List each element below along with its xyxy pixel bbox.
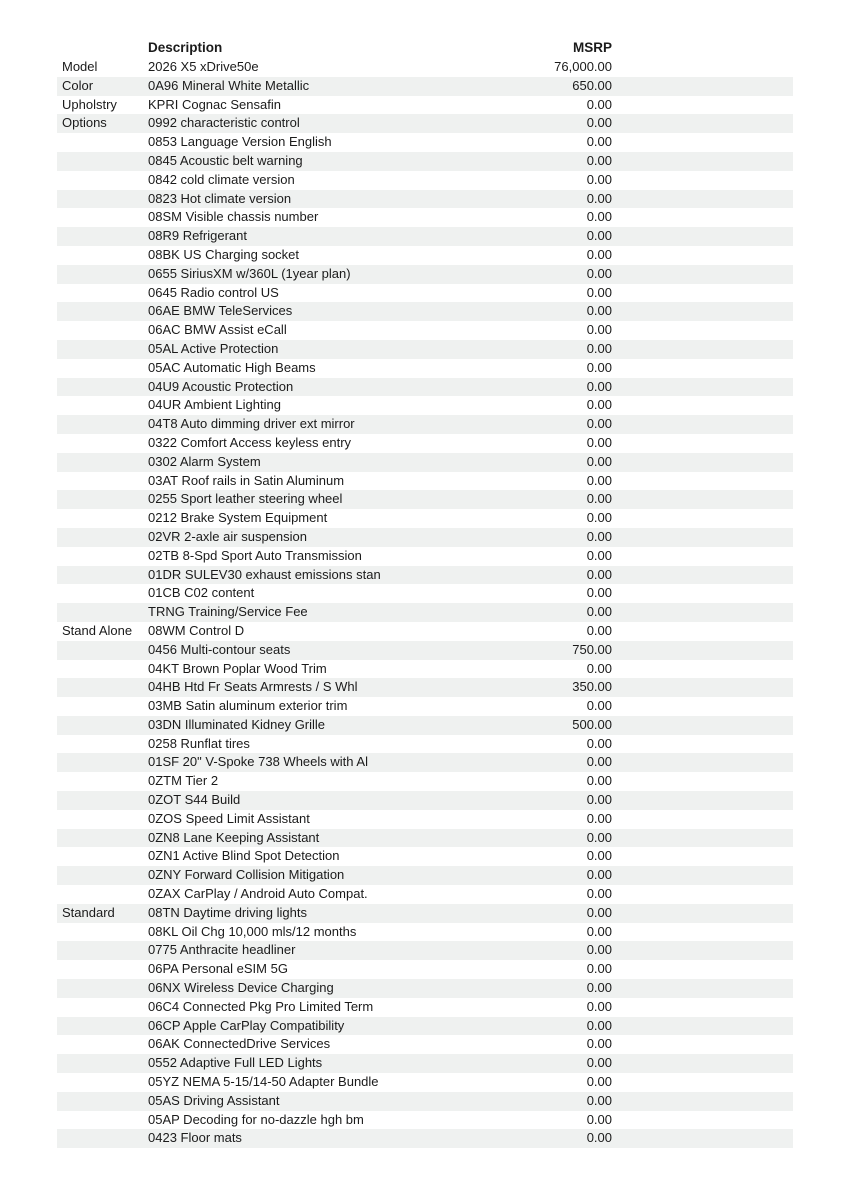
row-description: 06AE BMW TeleServices (148, 303, 293, 319)
row-category-label (57, 941, 148, 960)
row-category-label: Color (62, 77, 94, 93)
row-category-label (57, 359, 148, 378)
row-msrp-value: 0.00 (586, 810, 612, 826)
row-right-spacer (612, 509, 793, 528)
row-description: 02TB 8-Spd Sport Auto Transmission (148, 547, 362, 563)
row-right-spacer (612, 622, 793, 641)
table-row (57, 359, 793, 378)
row-right-spacer (612, 415, 793, 434)
table-row (57, 847, 793, 866)
row-description: 0258 Runflat tires (148, 735, 250, 751)
row-right-spacer (612, 678, 793, 697)
row-right-spacer (612, 829, 793, 848)
row-description: 0ZN8 Lane Keeping Assistant (148, 829, 320, 845)
row-category-label (57, 960, 148, 979)
table-row (57, 190, 793, 209)
row-msrp-value: 0.00 (586, 961, 612, 977)
row-right-spacer (612, 660, 793, 679)
row-description: 05AP Decoding for no-dazzle hgh bm (148, 1111, 364, 1127)
row-right-spacer (612, 472, 793, 491)
row-right-spacer (612, 265, 793, 284)
row-msrp-value: 0.00 (586, 1055, 612, 1071)
row-right-spacer (612, 735, 793, 754)
row-description: 08R9 Refrigerant (148, 228, 247, 244)
row-msrp-value: 650.00 (572, 77, 612, 93)
table-row (57, 791, 793, 810)
row-description: 04UR Ambient Lighting (148, 397, 281, 413)
row-category-label (57, 472, 148, 491)
table-row (57, 697, 793, 716)
row-right-spacer (612, 359, 793, 378)
row-description: 04HB Htd Fr Seats Armrests / S Whl (148, 679, 358, 695)
row-msrp-value: 0.00 (586, 171, 612, 187)
row-category-label (57, 321, 148, 340)
row-description: 0ZNY Forward Collision Mitigation (148, 867, 345, 883)
row-category-label: Upholstry (62, 96, 117, 112)
row-description: 06AK ConnectedDrive Services (148, 1036, 331, 1052)
row-right-spacer (612, 885, 793, 904)
row-right-spacer (612, 96, 793, 115)
row-category-label (57, 396, 148, 415)
row-category-label (57, 284, 148, 303)
table-row (57, 227, 793, 246)
row-right-spacer (612, 753, 793, 772)
row-category-label: Model (62, 59, 98, 74)
row-msrp-value: 0.00 (586, 453, 612, 469)
row-category-label (57, 753, 148, 772)
row-right-spacer (612, 190, 793, 209)
row-right-spacer (612, 302, 793, 321)
row-category-label (57, 735, 148, 754)
row-right-spacer (612, 528, 793, 547)
row-right-spacer (612, 998, 793, 1017)
row-description: 05YZ NEMA 5-15/14-50 Adapter Bundle (148, 1074, 379, 1090)
table-row (57, 547, 793, 566)
row-description: 05AL Active Protection (148, 340, 279, 356)
row-msrp-value: 0.00 (586, 1036, 612, 1052)
table-row (57, 753, 793, 772)
row-right-spacer (612, 284, 793, 303)
row-description: 04U9 Acoustic Protection (148, 378, 294, 394)
row-right-spacer (612, 547, 793, 566)
row-category-label (57, 1092, 148, 1111)
row-msrp-value: 0.00 (586, 1092, 612, 1108)
row-msrp-value: 0.00 (586, 303, 612, 319)
row-msrp-value: 0.00 (586, 510, 612, 526)
row-msrp-value: 0.00 (586, 998, 612, 1014)
row-msrp-value: 0.00 (586, 942, 612, 958)
table-row (57, 340, 793, 359)
row-right-spacer (612, 904, 793, 923)
row-description: 0992 characteristic control (148, 115, 300, 131)
row-msrp-value: 0.00 (586, 340, 612, 356)
row-msrp-value: 0.00 (586, 604, 612, 620)
row-msrp-value: 0.00 (586, 491, 612, 507)
row-category-label (57, 847, 148, 866)
row-description: 08BK US Charging socket (148, 246, 300, 262)
row-right-spacer (612, 979, 793, 998)
row-right-spacer (612, 1035, 793, 1054)
row-msrp-value: 0.00 (586, 416, 612, 432)
row-category-label (57, 246, 148, 265)
row-right-spacer (612, 378, 793, 397)
row-right-spacer (612, 1017, 793, 1036)
row-right-spacer (612, 453, 793, 472)
row-description: 0842 cold climate version (148, 171, 295, 187)
row-category-label (57, 152, 148, 171)
row-category-label (57, 453, 148, 472)
row-right-spacer (612, 1111, 793, 1130)
row-category-label (57, 1017, 148, 1036)
row-right-spacer (612, 1054, 793, 1073)
row-description: 0823 Hot climate version (148, 190, 292, 206)
table-row (57, 641, 793, 660)
row-msrp-value: 350.00 (572, 679, 612, 695)
row-msrp-value: 0.00 (586, 228, 612, 244)
row-description: 02VR 2-axle air suspension (148, 528, 307, 544)
row-msrp-value: 76,000.00 (554, 59, 612, 74)
row-msrp-value: 0.00 (586, 322, 612, 338)
table-row (57, 321, 793, 340)
row-right-spacer (612, 566, 793, 585)
row-description: 0A96 Mineral White Metallic (148, 77, 310, 93)
row-msrp-value: 0.00 (586, 246, 612, 262)
row-msrp-value: 0.00 (586, 528, 612, 544)
row-category-label (57, 265, 148, 284)
table-row (57, 96, 793, 115)
row-category-label (57, 190, 148, 209)
row-category-label (57, 434, 148, 453)
table-row (57, 208, 793, 227)
table-row (57, 1073, 793, 1092)
row-msrp-value: 0.00 (586, 867, 612, 883)
table-row (57, 885, 793, 904)
row-description: 06CP Apple CarPlay Compatibility (148, 1017, 345, 1033)
row-category-label (57, 998, 148, 1017)
row-right-spacer (612, 716, 793, 735)
table-row (57, 434, 793, 453)
row-msrp-value: 0.00 (586, 472, 612, 488)
row-description: 05AS Driving Assistant (148, 1092, 280, 1108)
table-row (57, 284, 793, 303)
row-description: 01CB C02 content (148, 585, 255, 601)
row-description: 2026 X5 xDrive50e (148, 59, 259, 74)
row-right-spacer (612, 396, 793, 415)
table-row (57, 622, 793, 641)
table-row (57, 584, 793, 603)
row-description: 01SF 20" V-Spoke 738 Wheels with Al (148, 754, 368, 770)
row-description: 0ZN1 Active Blind Spot Detection (148, 848, 340, 864)
row-description: 0ZOS Speed Limit Assistant (148, 810, 310, 826)
table-row (57, 603, 793, 622)
row-description: 0775 Anthracite headliner (148, 942, 296, 958)
row-right-spacer (612, 434, 793, 453)
row-msrp-value: 0.00 (586, 698, 612, 714)
row-description: 04KT Brown Poplar Wood Trim (148, 660, 327, 676)
row-description: 0212 Brake System Equipment (148, 510, 328, 526)
row-msrp-value: 0.00 (586, 792, 612, 808)
row-category-label (57, 490, 148, 509)
row-right-spacer (612, 584, 793, 603)
row-category-label (57, 1035, 148, 1054)
row-right-spacer (612, 133, 793, 152)
table-row (57, 265, 793, 284)
header-label-spacer (57, 37, 148, 58)
header-right-spacer (612, 37, 793, 58)
msrp-column-header: MSRP (572, 40, 612, 55)
row-msrp-value: 0.00 (586, 1130, 612, 1146)
row-msrp-value: 0.00 (586, 284, 612, 300)
row-msrp-value: 0.00 (586, 378, 612, 394)
table-row (57, 114, 793, 133)
row-right-spacer (612, 941, 793, 960)
row-msrp-value: 0.00 (586, 1111, 612, 1127)
row-category-label (57, 641, 148, 660)
row-msrp-value: 0.00 (586, 980, 612, 996)
row-category-label (57, 566, 148, 585)
row-msrp-value: 0.00 (586, 773, 612, 789)
row-right-spacer (612, 58, 793, 77)
row-msrp-value: 0.00 (586, 886, 612, 902)
table-row (57, 960, 793, 979)
row-category-label (57, 697, 148, 716)
row-right-spacer (612, 847, 793, 866)
row-category-label (57, 791, 148, 810)
row-description: 06NX Wireless Device Charging (148, 980, 334, 996)
row-right-spacer (612, 321, 793, 340)
row-category-label (57, 547, 148, 566)
row-category-label (57, 829, 148, 848)
row-description: 0423 Floor mats (148, 1130, 242, 1146)
table-row (57, 904, 793, 923)
row-msrp-value: 0.00 (586, 547, 612, 563)
table-row (57, 678, 793, 697)
row-right-spacer (612, 152, 793, 171)
row-msrp-value: 0.00 (586, 96, 612, 112)
row-right-spacer (612, 340, 793, 359)
row-msrp-value: 0.00 (586, 848, 612, 864)
row-msrp-value: 0.00 (586, 904, 612, 920)
table-row (57, 735, 793, 754)
row-description: 0456 Multi-contour seats (148, 641, 291, 657)
row-category-label (57, 979, 148, 998)
table-row (57, 58, 793, 77)
table-row (57, 246, 793, 265)
row-category-label (57, 528, 148, 547)
table-row (57, 941, 793, 960)
table-row (57, 1092, 793, 1111)
row-category-label (57, 340, 148, 359)
row-right-spacer (612, 923, 793, 942)
row-category-label (57, 171, 148, 190)
row-category-label (57, 1111, 148, 1130)
row-right-spacer (612, 246, 793, 265)
row-description: 05AC Automatic High Beams (148, 359, 316, 375)
row-msrp-value: 0.00 (586, 829, 612, 845)
row-msrp-value: 0.00 (586, 115, 612, 131)
table-row (57, 453, 793, 472)
row-msrp-value: 0.00 (586, 622, 612, 638)
row-right-spacer (612, 697, 793, 716)
row-category-label (57, 302, 148, 321)
row-category-label (57, 584, 148, 603)
row-category-label (57, 227, 148, 246)
row-msrp-value: 750.00 (572, 641, 612, 657)
table-row (57, 810, 793, 829)
row-msrp-value: 0.00 (586, 134, 612, 150)
table-row (57, 396, 793, 415)
row-right-spacer (612, 1073, 793, 1092)
row-category-label (57, 603, 148, 622)
row-description: 04T8 Auto dimming driver ext mirror (148, 416, 355, 432)
table-header-row (57, 37, 793, 58)
row-category-label (57, 415, 148, 434)
table-row (57, 1129, 793, 1148)
row-category-label: Stand Alone (62, 622, 133, 638)
table-row (57, 923, 793, 942)
table-row (57, 528, 793, 547)
row-description: 03DN Illuminated Kidney Grille (148, 716, 326, 732)
row-right-spacer (612, 227, 793, 246)
row-msrp-value: 0.00 (586, 152, 612, 168)
table-row (57, 77, 793, 96)
table-row (57, 152, 793, 171)
row-description: 0322 Comfort Access keyless entry (148, 434, 352, 450)
row-description: 06C4 Connected Pkg Pro Limited Term (148, 998, 374, 1014)
table-row (57, 415, 793, 434)
table-row (57, 490, 793, 509)
row-description: 06AC BMW Assist eCall (148, 322, 287, 338)
row-category-label (57, 716, 148, 735)
row-category-label (57, 1073, 148, 1092)
row-right-spacer (612, 77, 793, 96)
row-category-label: Standard (62, 904, 115, 920)
row-category-label (57, 509, 148, 528)
row-msrp-value: 0.00 (586, 1074, 612, 1090)
table-row (57, 1035, 793, 1054)
row-category-label (57, 378, 148, 397)
row-description: 0ZOT S44 Build (148, 792, 241, 808)
row-description: 03AT Roof rails in Satin Aluminum (148, 472, 345, 488)
table-row (57, 1017, 793, 1036)
row-category-label (57, 923, 148, 942)
row-msrp-value: 0.00 (586, 660, 612, 676)
row-msrp-value: 0.00 (586, 209, 612, 225)
table-row (57, 171, 793, 190)
row-description: 08WM Control D (148, 622, 245, 638)
row-category-label (57, 1054, 148, 1073)
row-right-spacer (612, 114, 793, 133)
table-row (57, 509, 793, 528)
row-description: 0845 Acoustic belt warning (148, 152, 303, 168)
row-category-label (57, 885, 148, 904)
table-body (57, 58, 793, 1148)
row-msrp-value: 0.00 (586, 585, 612, 601)
row-description: KPRI Cognac Sensafin (148, 96, 281, 112)
row-description: 0ZTM Tier 2 (148, 773, 219, 789)
table-row (57, 866, 793, 885)
row-msrp-value: 500.00 (572, 716, 612, 732)
table-row (57, 566, 793, 585)
row-right-spacer (612, 866, 793, 885)
row-right-spacer (612, 603, 793, 622)
row-category-label (57, 1129, 148, 1148)
row-right-spacer (612, 171, 793, 190)
row-right-spacer (612, 490, 793, 509)
row-right-spacer (612, 1129, 793, 1148)
row-right-spacer (612, 1092, 793, 1111)
table-row (57, 472, 793, 491)
row-category-label: Options (62, 115, 107, 131)
table-row (57, 1054, 793, 1073)
row-description: 0ZAX CarPlay / Android Auto Compat. (148, 886, 368, 902)
row-category-label (57, 678, 148, 697)
table-row (57, 133, 793, 152)
row-msrp-value: 0.00 (586, 190, 612, 206)
row-right-spacer (612, 810, 793, 829)
row-description: 0853 Language Version English (148, 134, 332, 150)
row-msrp-value: 0.00 (586, 735, 612, 751)
row-right-spacer (612, 641, 793, 660)
row-description: 08TN Daytime driving lights (148, 904, 307, 920)
table-row (57, 716, 793, 735)
row-description: 0655 SiriusXM w/360L (1year plan) (148, 265, 351, 281)
row-description: 06PA Personal eSIM 5G (148, 961, 288, 977)
row-description: 01DR SULEV30 exhaust emissions stan (148, 566, 381, 582)
row-msrp-value: 0.00 (586, 397, 612, 413)
row-msrp-value: 0.00 (586, 923, 612, 939)
row-msrp-value: 0.00 (586, 1017, 612, 1033)
row-category-label (57, 772, 148, 791)
row-category-label (57, 660, 148, 679)
row-description: 08KL Oil Chg 10,000 mls/12 months (148, 923, 357, 939)
table-row (57, 772, 793, 791)
row-description: 03MB Satin aluminum exterior trim (148, 698, 348, 714)
table-row (57, 979, 793, 998)
row-description: 0645 Radio control US (148, 284, 279, 300)
table-row (57, 1111, 793, 1130)
row-description: TRNG Training/Service Fee (148, 604, 308, 620)
description-column-header: Description (148, 40, 223, 55)
row-description: 0552 Adaptive Full LED Lights (148, 1055, 323, 1071)
row-right-spacer (612, 208, 793, 227)
table-row (57, 998, 793, 1017)
row-msrp-value: 0.00 (586, 566, 612, 582)
table-row (57, 302, 793, 321)
row-right-spacer (612, 772, 793, 791)
table-row (57, 660, 793, 679)
row-description: 0255 Sport leather steering wheel (148, 491, 343, 507)
row-category-label (57, 208, 148, 227)
row-msrp-value: 0.00 (586, 265, 612, 281)
row-msrp-value: 0.00 (586, 434, 612, 450)
table-row (57, 829, 793, 848)
row-category-label (57, 866, 148, 885)
table-row (57, 378, 793, 397)
row-category-label (57, 133, 148, 152)
vehicle-options-table (57, 37, 793, 1148)
row-description: 0302 Alarm System (148, 453, 261, 469)
row-msrp-value: 0.00 (586, 359, 612, 375)
row-msrp-value: 0.00 (586, 754, 612, 770)
row-description: 08SM Visible chassis number (148, 209, 319, 225)
row-right-spacer (612, 791, 793, 810)
row-right-spacer (612, 960, 793, 979)
row-category-label (57, 810, 148, 829)
